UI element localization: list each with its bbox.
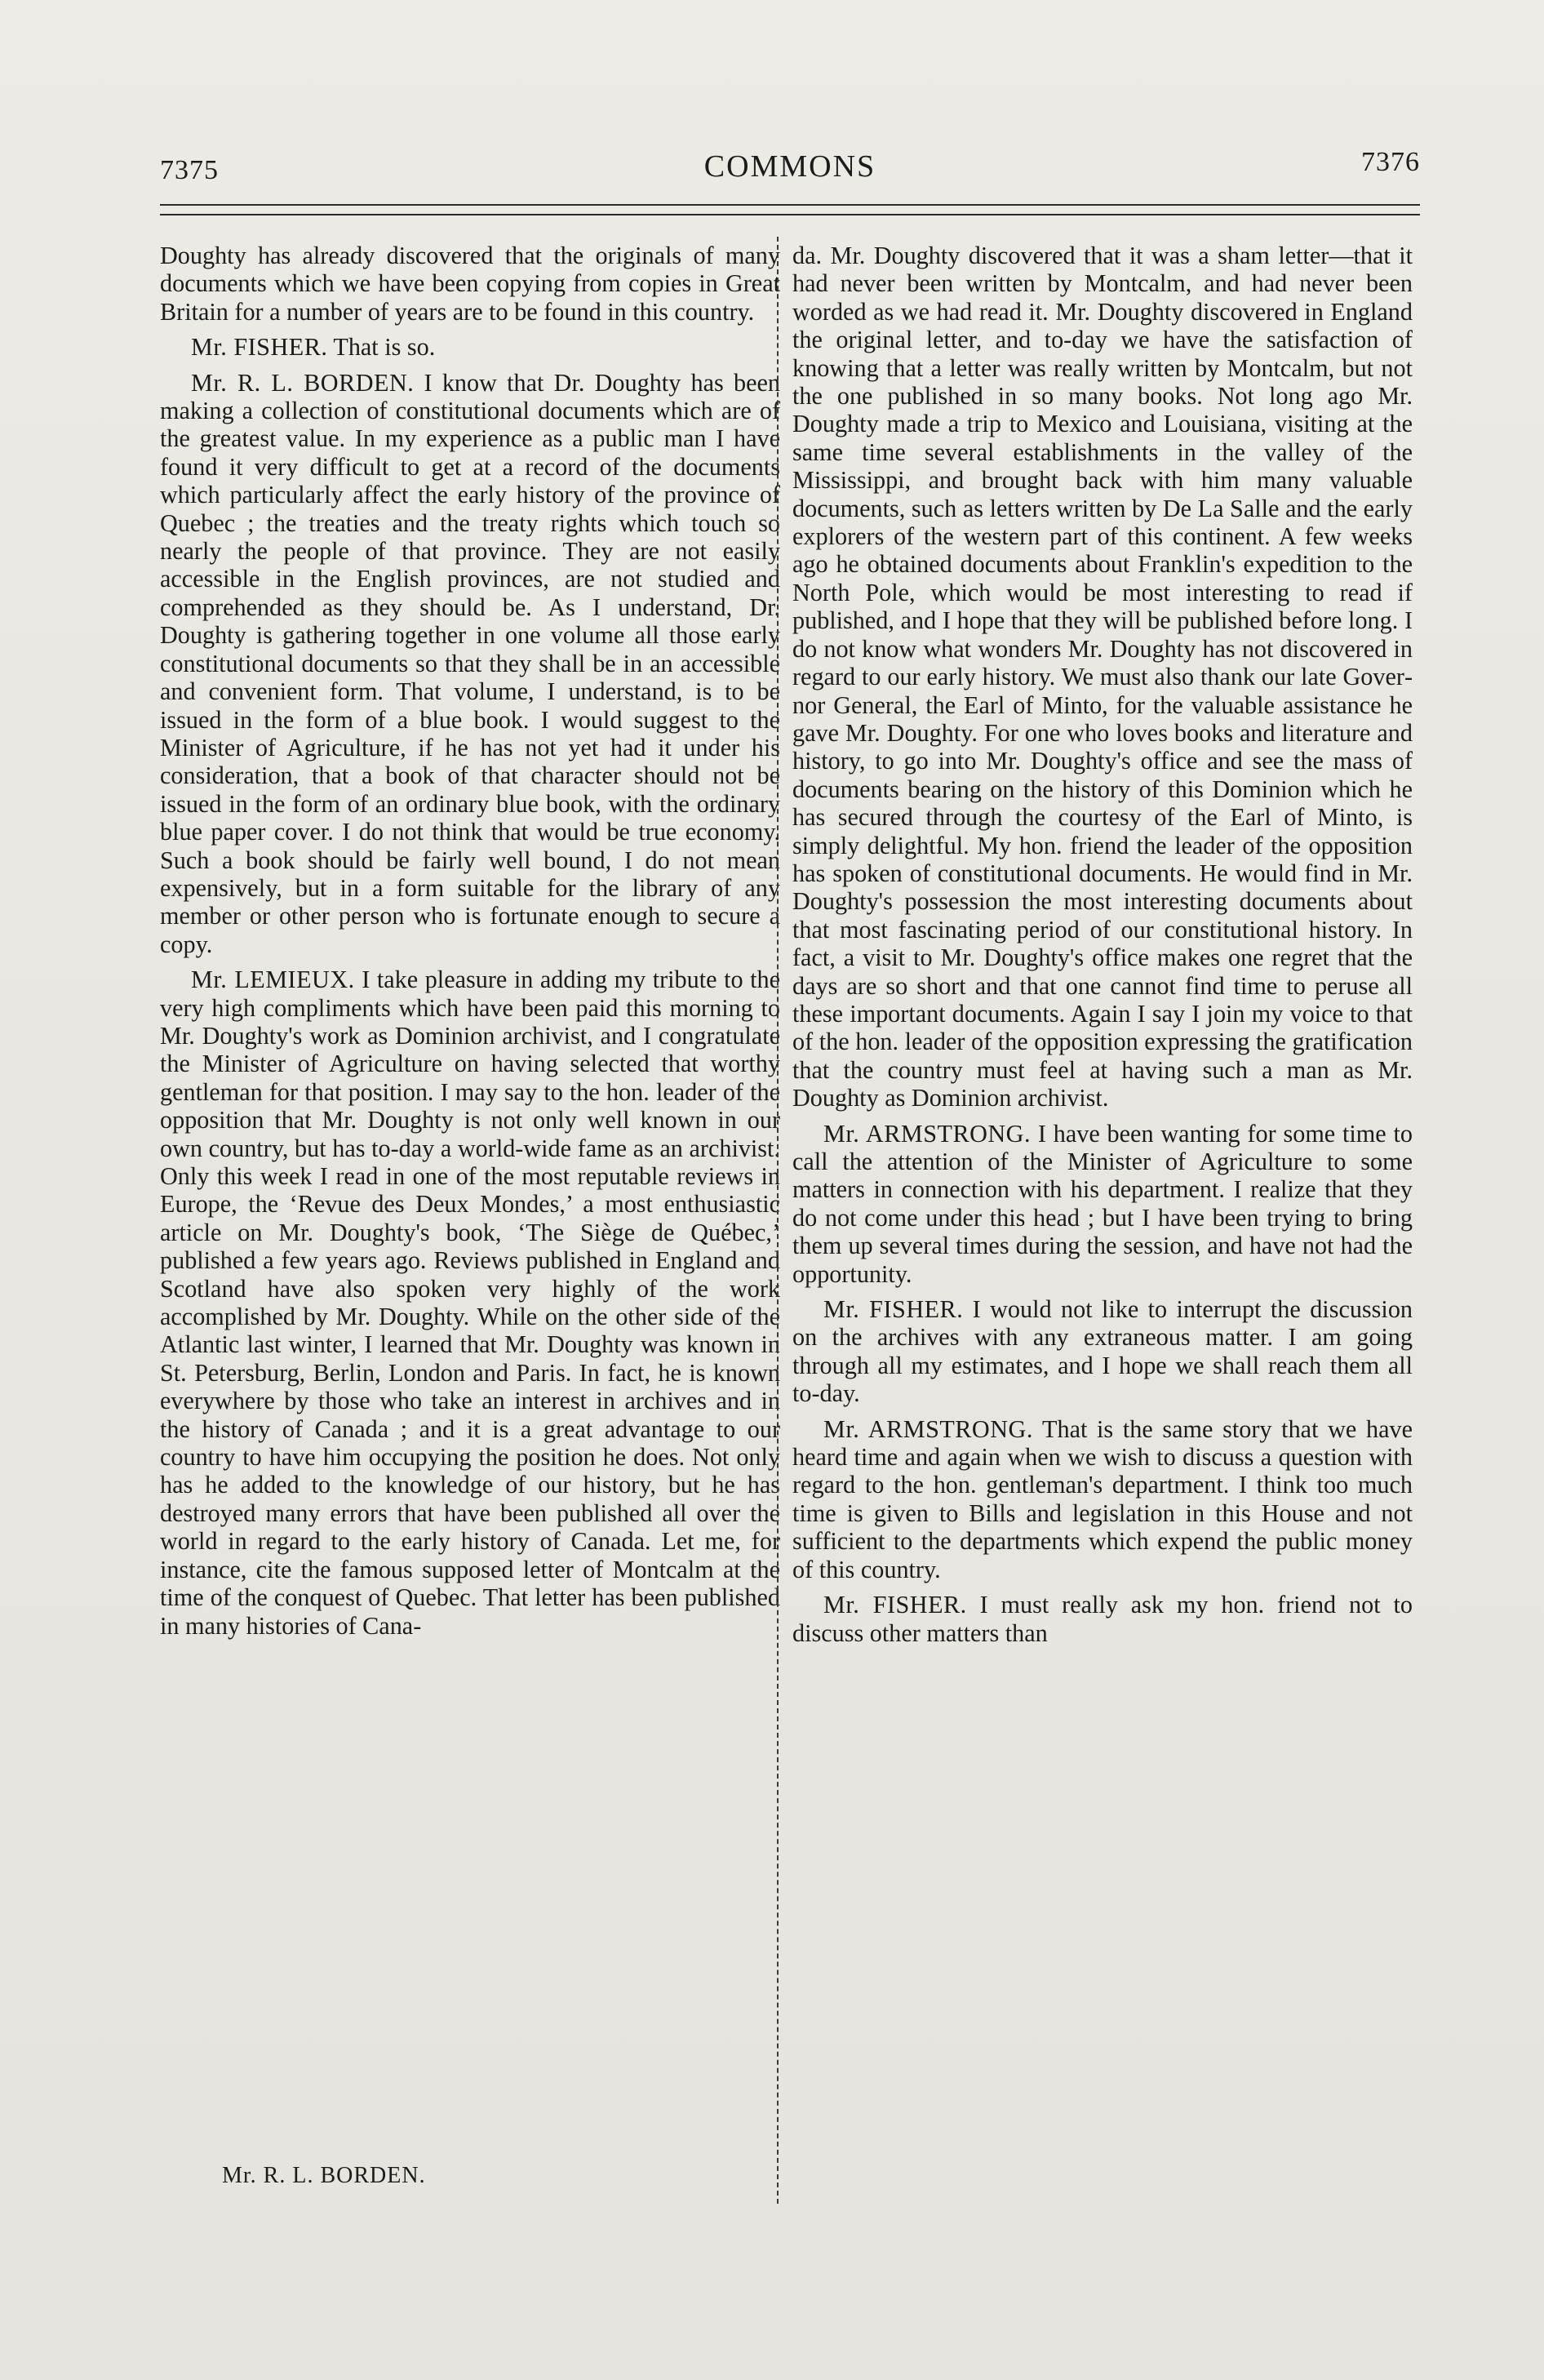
footer-speaker-name: Mr. R. L. BORDEN. bbox=[222, 2163, 426, 2188]
page-number-left: 7375 bbox=[160, 155, 219, 185]
paragraph-text: I know that Dr. Doughty has been making a collection of constitutional documents which are of the greatest value. In my experience as a public man I have found it very difficult to get at a record of the documents which particularly affect the early history of the province of Quebec ; the treaties and the treaty rights which touch so nearly the people of that province. They are not easily accessible in the English provinces, are not studied and comprehended as they should be. As I understand, Dr. Doughty is gathering together in one volume all those early constitutional documents so that they shall be in an accessible and convenient form. That volume, I understand, is to be issued in the form of a blue book. I would suggest to the Minister of Agriculture, if he has not yet had it under his consideration, that a book of that character should not be issued in the form of an ordinary blue book, with the ordinary blue paper cover. I do not think that would be true economy. Such a book should be fairly well bound, I do not mean expensively, but in a form suitable for the library of any member or other person who is fortunate enough to secure a copy. bbox=[160, 368, 780, 958]
page-number-right: 7376 bbox=[1361, 147, 1420, 177]
paragraph bbox=[792, 1415, 1413, 1583]
left-column bbox=[160, 242, 780, 1647]
paragraph-text: That is the same story that we have heard time and again when we wish to discuss a question with regard to the hon. gentleman's department. I think too much time is given to Bills and legislation in this House and not sufficient to the departments which expend the public money of this country. bbox=[792, 1414, 1413, 1583]
header-rule-top bbox=[160, 204, 1420, 206]
paragraph-text: I must really ask my hon. friend not to discuss other matters than bbox=[792, 1591, 1413, 1647]
column-divider bbox=[777, 237, 779, 2204]
paragraph-text: That is so. bbox=[327, 333, 436, 362]
speaker-name: Mr. R. L. BORDEN. bbox=[191, 368, 415, 397]
paragraph bbox=[792, 1295, 1413, 1408]
paragraph-text: Doughty has already discovered that the originals of many documents which we have been copying from copies in Great Britain for a number of years are to be found in this country. bbox=[160, 242, 780, 326]
speaker-name: Mr. LEMIEUX. bbox=[191, 966, 355, 994]
paragraph bbox=[160, 333, 780, 361]
speaker-name: Mr. FISHER. bbox=[191, 333, 328, 362]
speaker-name: Mr. ARMSTRONG. bbox=[823, 1414, 1033, 1443]
paragraph bbox=[160, 369, 780, 959]
paragraph bbox=[792, 1120, 1413, 1288]
paragraph bbox=[160, 242, 780, 326]
running-head-title: COMMONS bbox=[703, 149, 876, 184]
header-rule-bottom bbox=[160, 214, 1420, 215]
paragraph bbox=[792, 1591, 1413, 1647]
paragraph-text: I would not like to interrupt the discussion on the archives with any extraneous matter. I am going through all my estimates, and I hope we shall reach them all to-day. bbox=[792, 1295, 1413, 1408]
paragraph bbox=[160, 966, 780, 1640]
paragraph-text: da. Mr. Doughty discovered that it was a sham letter—that it had never been written by Montcalm, and had never been worded as we had read it. Mr. Doughty discovered in England the original letter, and to-day we have the satisfaction of knowing that a letter was really written by Montcalm, but not the one published in so many books. Not long ago Mr. Doughty made a trip to Mexico and Louisiana, visiting at the same time several establishments in the valley of the Mississippi, and brought back with him many valuable documents, such as letters written by De La Salle and the early explorers of the western part of this continent. A few weeks ago he obtained documents about Franklin's expedition to the North Pole, which would be most interesting to read if published, and I hope that they will be published before long. I do not know what wonders Mr. Doughty has not discovered in regard to our early history. We must also thank our late Governor General, the Earl of Minto, for the valuable assistance he gave Mr. Doughty. For one who loves books and literature and history, to go into Mr. Doughty's office and see the mass of documents bearing on the history of this Dominion which he has secured through the courtesy of the Earl of Minto, is simply delightful. My hon. friend the leader of the opposition has spoken of constitutional documents. He would find in Mr. Doughty's possession the most interesting documents about that most fascinating period of our constitutional history. In fact, a visit to Mr. Doughty's office makes one regret that the days are so short and that one cannot find time to peruse all these important documents. Again I say I join my voice to that of the hon. leader of the opposition expressing the gratification that the country must feel at having such a man as Mr. Doughty as Dominion archivist. bbox=[792, 242, 1413, 1112]
paragraph bbox=[792, 242, 1413, 1112]
paragraph-text: I have been wanting for some time to call the attention of the Minister of Agriculture to some matters in connection with his department. I realize that they do not come under this head ; but I have been trying to bring them up several times during the session, and have not had the opportunity. bbox=[792, 1119, 1413, 1288]
right-column bbox=[792, 242, 1413, 1654]
paragraph-text: I take pleasure in adding my tribute to the very high compliments which have been paid this morning to Mr. Doughty's work as Dominion archivist, and I congratulate the Minister of Agriculture on having selected that worthy gentleman for that position. I may say to the hon. leader of the opposition that Mr. Doughty is not only well known in our own country, but has to-day a world-wide fame as an archivist. Only this week I read in one of the most reputable reviews in Europe, the ‘Revue des Deux Mondes,’ a most enthusiastic article on Mr. Doughty's book, ‘The Siège de Québec,’ published a few years ago. Reviews published in England and Scotland have also spoken very highly of the work accomplished by Mr. Doughty. While on the other side of the Atlantic last winter, I learned that Mr. Doughty was known in St. Petersburg, Berlin, London and Paris. In fact, he is known everywhere by those who take an interest in archives and in the history of Canada ; and it is a great advantage to our country to have him occupying the position he does. Not only has he added to the knowledge of our history, but he has destroyed many errors that have been published all over the world in regard to the early history of Canada. Let me, for instance, cite the famous supposed letter of Montcalm at the time of the conquest of Quebec. That letter has been published in many histories of Cana- bbox=[160, 966, 781, 1640]
speaker-name: Mr. FISHER. bbox=[823, 1295, 964, 1324]
page-header bbox=[160, 145, 1420, 194]
speaker-name: Mr. FISHER. bbox=[823, 1591, 967, 1619]
speaker-name: Mr. ARMSTRONG. bbox=[823, 1119, 1032, 1148]
